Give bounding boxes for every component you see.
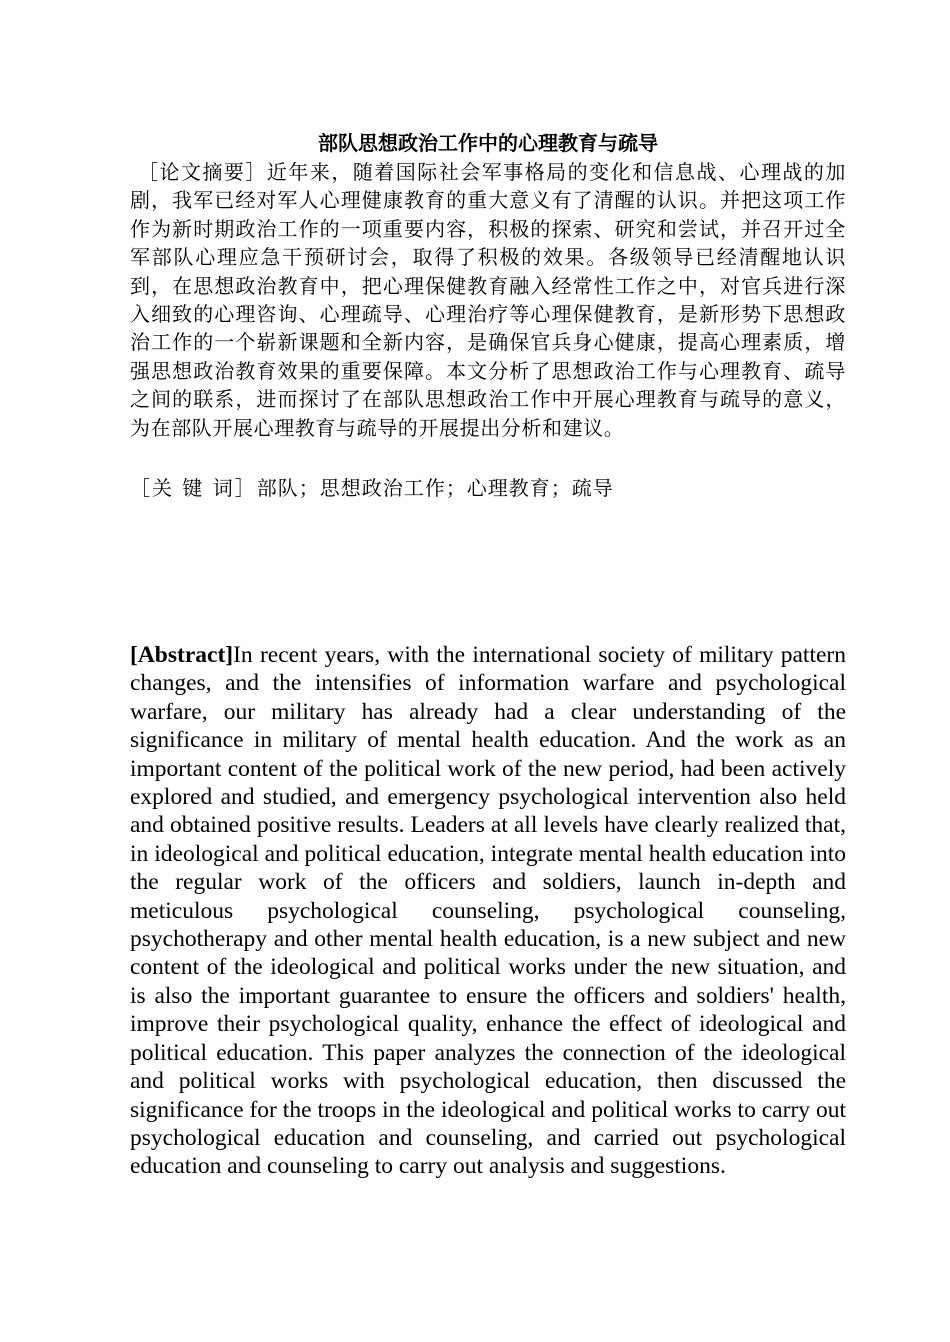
english-abstract — [130, 641, 846, 1181]
keywords — [130, 474, 846, 502]
english-abstract-label: [Abstract] — [130, 642, 234, 668]
paper-page — [130, 128, 846, 1180]
keywords-label: ［关 键 词］ — [130, 476, 257, 501]
keywords-text: 部队；思想政治工作；心理教育；疏导 — [256, 476, 614, 501]
chinese-abstract — [130, 158, 846, 442]
chinese-abstract-label: ［论文摘要］ — [138, 160, 267, 184]
paper-title: 部队思想政治工作中的心理教育与疏导 — [318, 131, 658, 155]
chinese-abstract-text: 近年来，随着国际社会军事格局的变化和信息战、心理战的加剧，我军已经对军人心理健康教育的重大意义有了清醒的认识。并把这项工作作为新时期政治工作的一项重要内容，积极的探索、研究和尝试，并召开过全军部队心理应急干预研讨会，取得了积极的效果。各级领导已经清醒地认识到，在思想政治教育中，把心理保健教育融入经常性工作之中，对官兵进行深入细致的心理咨询、心理疏导、心理治疗等心理保健教育，是新形势下思想政治工作的一个崭新课题和全新内容，是确保官兵身心健康，提高心理素质，增强思想政治教育效果的重要保障。本文分析了思想政治工作与心理教育、疏导之间的联系，进而探讨了在部队思想政治工作中开展心理教育与疏导的意义，为在部队开展心理教育与疏导的开展提出分析和建议。 — [130, 160, 846, 440]
english-abstract-text: In recent years, with the international society of military pattern changes, and the intensifies of information warfare and psychological warfare, our military has already had a clear understanding of the significance in military of mental health education. And the work as an important content of the political work of the new period, had been actively explored and studied, and emergency psychological intervention also held and obtained positive results. Leaders at all levels have clearly realized that, in ideological and political education, integrate mental health education into the regular work of the officers and soldiers, launch in-depth and meticulous psychological counseling, psychological counseling, psychotherapy and other mental health education, is a new subject and new content of the ideological and political works under the new situation, and is also the important guarantee to ensure the officers and soldiers' health, improve their psychological quality, enhance the effect of ideological and political education. This paper analyzes the connection of the ideological and political works with psychological education, then discussed the significance for the troops in the ideological and political works to carry out psychological education and counseling, and carried out psychological education and counseling to carry out analysis and suggestions. — [130, 642, 846, 1180]
